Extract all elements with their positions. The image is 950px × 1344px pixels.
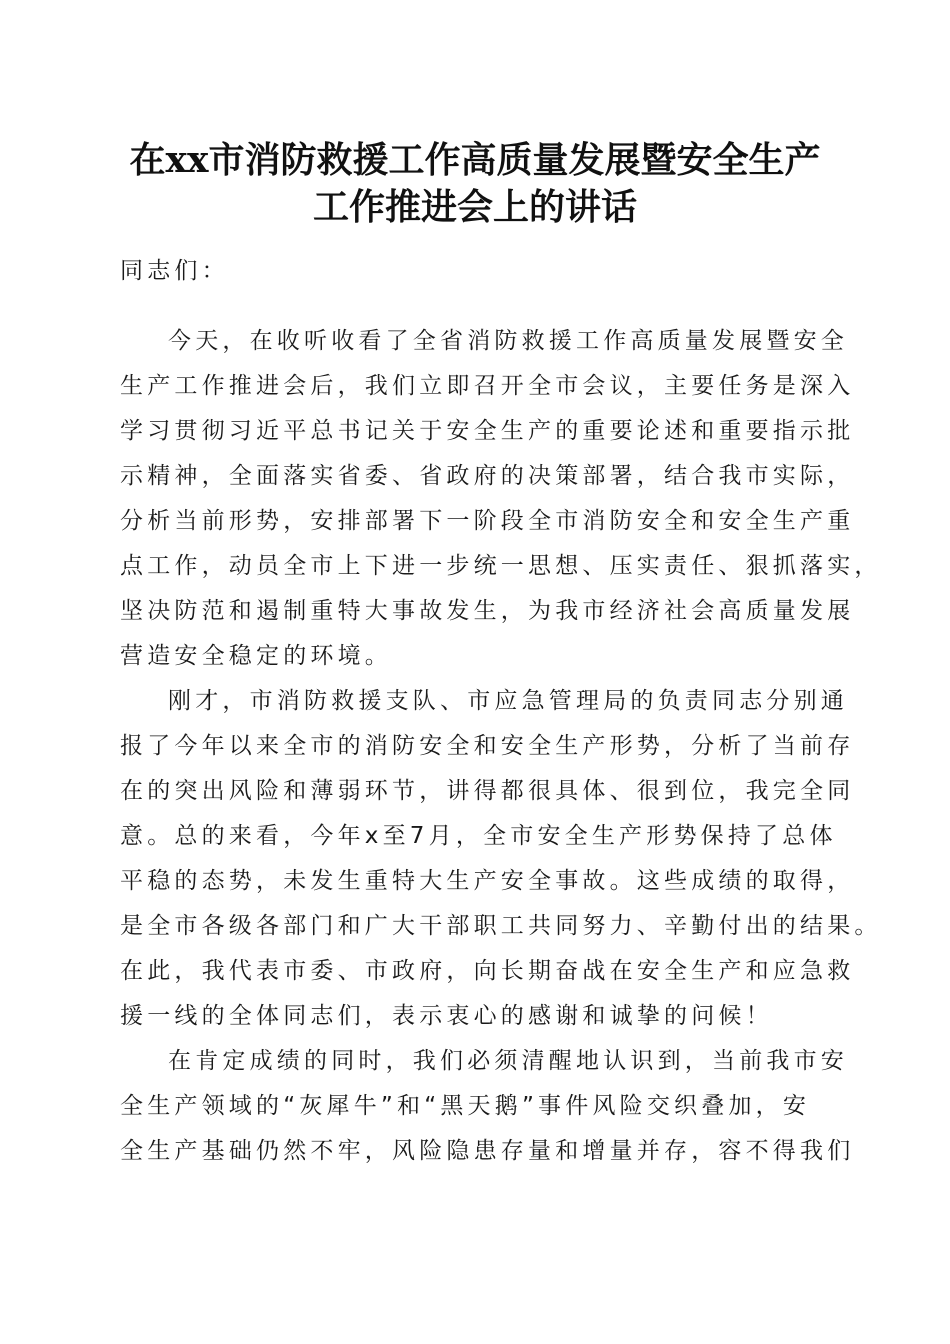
paragraph-1-line: 分析当前形势，安排部署下一阶段全市消防安全和安全生产重 <box>120 508 855 534</box>
paragraph-2-line: 援一线的全体同志们，表示衷心的感谢和诚挚的问候！ <box>120 1003 773 1029</box>
paragraph-1-line: 坚决防范和遏制重特大事故发生，为我市经济社会高质量发展 <box>120 598 855 624</box>
paragraph-3-line: 在肯定成绩的同时，我们必须清醒地认识到，当前我市安 <box>168 1048 848 1074</box>
paragraph-2-line: 刚才，市消防救援支队、市应急管理局的负责同志分别通 <box>168 688 848 714</box>
document-title-line-2: 工作推进会上的讲话 <box>312 186 637 228</box>
paragraph-1-line: 示精神，全面落实省委、省政府的决策部署，结合我市实际， <box>120 463 855 489</box>
paragraph-1-line: 生产工作推进会后，我们立即召开全市会议，主要任务是深入 <box>120 373 855 399</box>
paragraph-2-line: 在的突出风险和薄弱环节，讲得都很具体、很到位，我完全同 <box>120 778 855 804</box>
paragraph-3-line: 全生产基础仍然不牢，风险隐患存量和增量并存，容不得我们 <box>120 1138 855 1164</box>
paragraph-3-line: 全生产领域的“灰犀牛”和“黑天鹅”事件风险交织叠加，安 <box>120 1093 811 1119</box>
paragraph-1-line: 学习贯彻习近平总书记关于安全生产的重要论述和重要指示批 <box>120 418 855 444</box>
paragraph-2-line: 报了今年以来全市的消防安全和安全生产形势，分析了当前存 <box>120 733 855 759</box>
paragraph-1-line: 今天，在收听收看了全省消防救援工作高质量发展暨安全 <box>168 328 848 354</box>
paragraph-2-line: 是全市各级各部门和广大干部职工共同努力、辛勤付出的结果。 <box>120 913 882 939</box>
paragraph-1-line: 营造安全稳定的环境。 <box>120 643 392 669</box>
salutation: 同志们： <box>120 258 229 284</box>
paragraph-2-line: 平稳的态势，未发生重特大生产安全事故。这些成绩的取得， <box>120 868 855 894</box>
paragraph-1-line: 点工作，动员全市上下进一步统一思想、压实责任、狠抓落实， <box>120 553 882 579</box>
paragraph-2-line: 在此，我代表市委、市政府，向长期奋战在安全生产和应急救 <box>120 958 855 984</box>
paragraph-2-line: 意。总的来看，今年x至7月，全市安全生产形势保持了总体 <box>120 823 837 849</box>
document-title-line-1: 在xx市消防救援工作高质量发展暨安全生产 <box>129 139 821 181</box>
